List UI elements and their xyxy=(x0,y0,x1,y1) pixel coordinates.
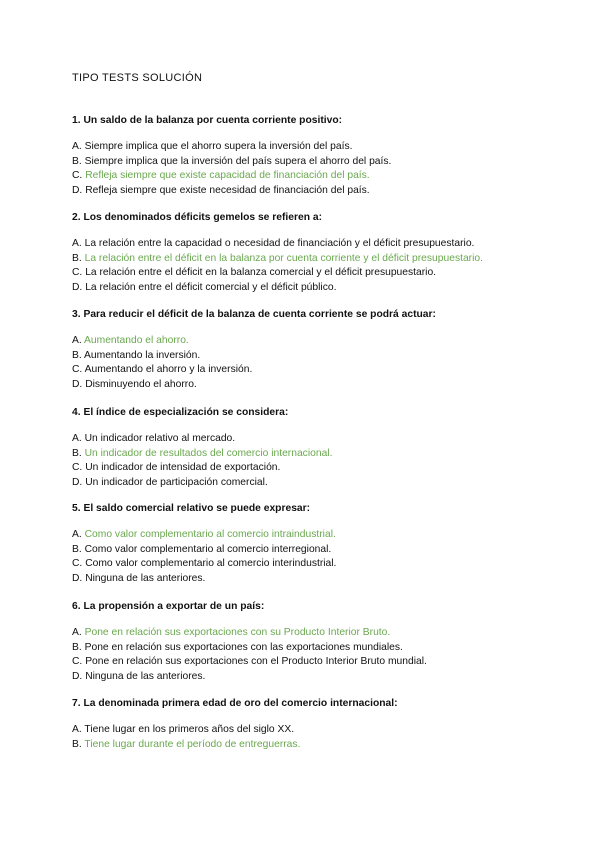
option-letter: B. xyxy=(72,641,82,653)
answer-option xyxy=(72,461,542,476)
option-letter: B. xyxy=(72,543,82,555)
option-text: Aumentando la inversión. xyxy=(84,349,201,361)
option-text: Un indicador de intensidad de exportación. xyxy=(85,462,281,474)
answer-option xyxy=(72,184,542,199)
question-heading: 3. Para reducir el déficit de la balanza de cuenta corriente se podrá actuar: xyxy=(72,309,436,320)
option-letter: A. xyxy=(72,433,82,444)
option-text: Como valor complementario al comercio intraindustrial. xyxy=(84,529,336,540)
correct-answer-option xyxy=(72,447,542,462)
answer-option xyxy=(72,432,542,447)
option-text: Tiene lugar durante el período de entreguerras. xyxy=(84,738,301,750)
option-text: Un indicador de resultados del comercio internacional. xyxy=(84,447,333,459)
option-letter: A. xyxy=(72,238,82,249)
option-text: Aumentando el ahorro. xyxy=(84,335,189,346)
answer-option xyxy=(72,363,542,378)
option-letter: C. xyxy=(72,267,83,279)
option-letter: C. xyxy=(72,558,83,570)
option-text: Refleja siempre que existe capacidad de financiación del país. xyxy=(85,170,370,182)
option-text: Siempre implica que el ahorro supera la inversión del país. xyxy=(84,141,353,152)
option-text: Un indicador relativo al mercado. xyxy=(84,433,236,444)
option-letter: D. xyxy=(72,572,83,584)
question-heading: 1. Un saldo de la balanza por cuenta corriente positivo: xyxy=(72,115,343,126)
option-text: La relación entre el déficit comercial y el déficit público. xyxy=(85,281,337,293)
option-letter: C. xyxy=(72,364,83,376)
option-text: Como valor complementario al comercio interindustrial. xyxy=(85,558,337,570)
option-text: Pone en relación sus exportaciones con el Producto Interior Bruto mundial. xyxy=(85,656,427,668)
option-text: Un indicador de participación comercial. xyxy=(85,476,268,488)
option-letter: A. xyxy=(72,335,82,346)
option-letter: D. xyxy=(72,670,83,682)
question-heading: 7. La denominada primera edad de oro del comercio internacional: xyxy=(72,698,398,709)
correct-answer-option xyxy=(72,169,542,184)
answer-option xyxy=(72,641,542,656)
option-letter: C. xyxy=(72,462,83,474)
option-letter: B. xyxy=(72,738,82,750)
question-block xyxy=(72,114,542,198)
answer-option xyxy=(72,266,542,281)
option-text: Ninguna de las anteriores. xyxy=(85,670,206,682)
answer-option xyxy=(72,543,542,558)
answer-option xyxy=(72,140,542,155)
option-letter: B. xyxy=(72,252,82,264)
question-heading: 4. El índice de especialización se considera: xyxy=(72,407,289,418)
question-heading: 6. La propensión a exportar de un país: xyxy=(72,601,265,612)
option-text: Refleja siempre que existe necesidad de financiación del país. xyxy=(85,184,370,196)
option-text: Pone en relación sus exportaciones con su Producto Interior Bruto. xyxy=(84,627,391,638)
option-letter: C. xyxy=(72,170,83,182)
question-block xyxy=(72,406,542,490)
answer-option xyxy=(72,155,542,170)
question-block xyxy=(72,600,542,684)
option-text: Como valor complementario al comercio interregional. xyxy=(84,543,332,555)
option-letter: C. xyxy=(72,656,83,668)
option-text: Siempre implica que la inversión del país supera el ahorro del país. xyxy=(84,155,392,167)
option-text: La relación entre el déficit en la balanza por cuenta corriente y el déficit presupuestario. xyxy=(84,252,483,264)
question-heading: 5. El saldo comercial relativo se puede expresar: xyxy=(72,503,311,514)
question-block xyxy=(72,211,542,295)
option-letter: D. xyxy=(72,476,83,488)
answer-option xyxy=(72,281,542,296)
question-block xyxy=(72,308,542,392)
answer-option xyxy=(72,723,542,738)
answer-option xyxy=(72,655,542,670)
question-block xyxy=(72,697,542,752)
answer-option xyxy=(72,349,542,364)
option-letter: B. xyxy=(72,349,82,361)
option-letter: A. xyxy=(72,627,82,638)
option-letter: D. xyxy=(72,281,83,293)
correct-answer-option xyxy=(72,626,542,641)
answer-option xyxy=(72,237,542,252)
option-text: Disminuyendo el ahorro. xyxy=(85,378,197,390)
option-letter: D. xyxy=(72,378,83,390)
question-heading: 2. Los denominados déficits gemelos se refieren a: xyxy=(72,212,323,223)
answer-option xyxy=(72,572,542,587)
answer-option xyxy=(72,476,542,491)
option-text: Tiene lugar en los primeros años del siglo XX. xyxy=(84,724,295,735)
correct-answer-option xyxy=(72,528,542,543)
option-text: La relación entre el déficit en la balanza comercial y el déficit presupuestario. xyxy=(85,267,437,279)
option-letter: A. xyxy=(72,724,82,735)
option-letter: A. xyxy=(72,529,82,540)
correct-answer-option xyxy=(72,334,542,349)
option-letter: A. xyxy=(72,141,82,152)
option-letter: B. xyxy=(72,447,82,459)
question-block xyxy=(72,502,542,586)
correct-answer-option xyxy=(72,738,542,753)
option-text: Pone en relación sus exportaciones con las exportaciones mundiales. xyxy=(84,641,403,653)
correct-answer-option xyxy=(72,252,542,267)
option-text: Aumentando el ahorro y la inversión. xyxy=(84,364,253,376)
answer-option xyxy=(72,670,542,685)
option-text: La relación entre la capacidad o necesidad de financiación y el déficit presupuestario. xyxy=(84,238,475,249)
option-text: Ninguna de las anteriores. xyxy=(85,572,206,584)
option-letter: B. xyxy=(72,155,82,167)
option-letter: D. xyxy=(72,184,83,196)
page-title: TIPO TESTS SOLUCIÓN xyxy=(72,72,203,84)
answer-option xyxy=(72,378,542,393)
answer-option xyxy=(72,557,542,572)
